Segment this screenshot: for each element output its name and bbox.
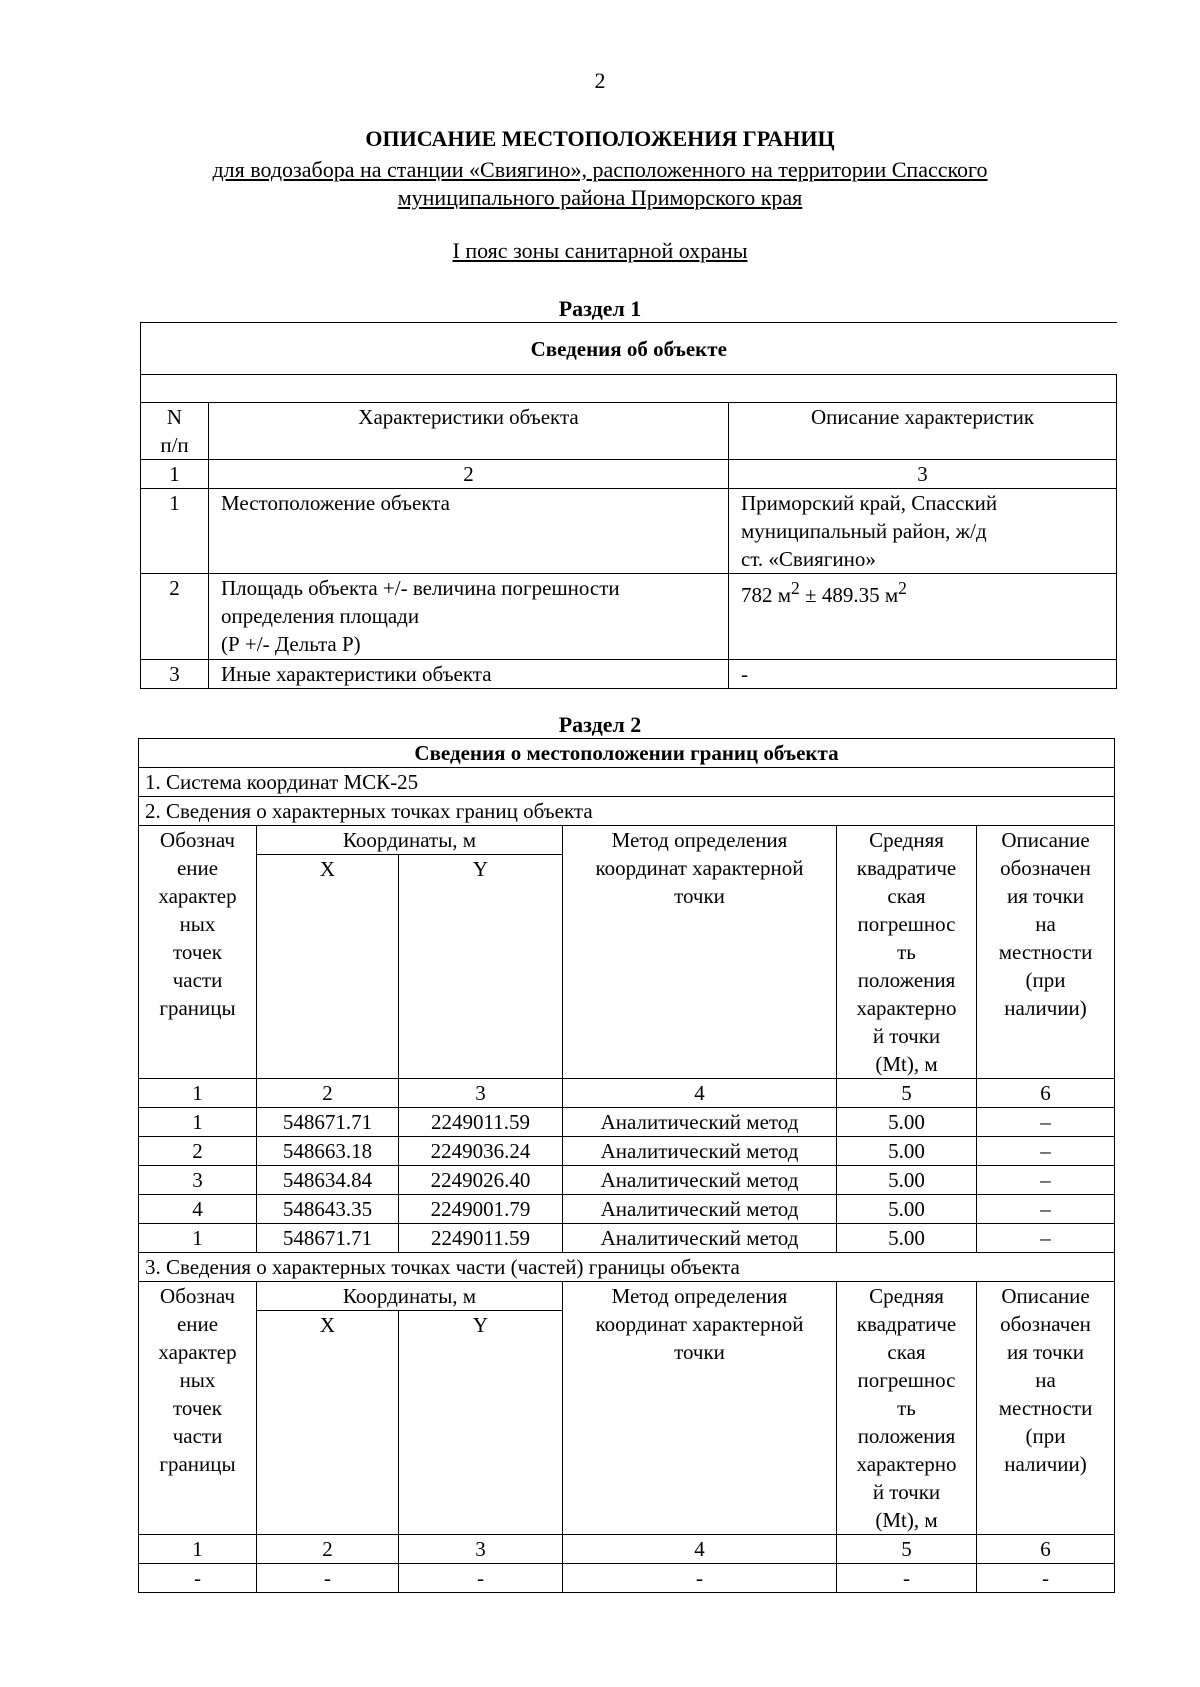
- point-description: –: [977, 1224, 1115, 1253]
- page-number: 2: [594, 68, 606, 93]
- point-x: 548663.18: [257, 1137, 399, 1166]
- header-point-description: [977, 1282, 1115, 1535]
- header-line: й точки: [872, 1024, 941, 1048]
- header-line: характерно: [856, 1452, 957, 1476]
- point-y: 2249011.59: [399, 1224, 563, 1253]
- point-x: 548671.71: [257, 1108, 399, 1137]
- part-cell: -: [977, 1564, 1115, 1593]
- header-line: Обознач: [160, 1284, 235, 1308]
- header-y: Y: [399, 855, 563, 1079]
- area-unit: м: [884, 583, 899, 607]
- point-method: Аналитический метод: [563, 1108, 837, 1137]
- point-mt: 5.00: [837, 1224, 977, 1253]
- row-value: [729, 660, 1117, 689]
- table-row: [139, 1224, 1115, 1253]
- table-row: [141, 574, 1117, 660]
- header-line: точки: [674, 884, 725, 908]
- header-line: точек: [173, 940, 222, 964]
- subtitle-line: для водозабора на станции «Свиягино», расположенного на территории Спасского: [212, 157, 988, 182]
- header-point-description: [977, 826, 1115, 1079]
- header-line: Обознач: [160, 828, 235, 852]
- header-line: й точки: [872, 1480, 941, 1504]
- section1-heading: Раздел 1: [558, 296, 642, 321]
- point-description: –: [977, 1137, 1115, 1166]
- row-value-line: Приморский край, Спасский: [741, 491, 998, 515]
- point-number: 3: [139, 1166, 257, 1195]
- part-cell: -: [257, 1564, 399, 1593]
- header-line: обозначен: [1000, 1312, 1091, 1336]
- col-number: 5: [837, 1535, 977, 1564]
- row-name-line: Иные характеристики объекта: [221, 662, 492, 686]
- col-number: 6: [977, 1535, 1115, 1564]
- header-description: Описание характеристик: [729, 403, 1117, 460]
- row-name-line: определения площади: [221, 604, 420, 628]
- row-number: 1: [141, 489, 209, 574]
- header-line: характерно: [856, 996, 957, 1020]
- row-value-line: муниципальный район, ж/д: [741, 519, 987, 543]
- point-mt: 5.00: [837, 1108, 977, 1137]
- points-title: 2. Сведения о характерных точках границ объекта: [139, 797, 1115, 826]
- header-line: Средняя: [869, 828, 944, 852]
- header-line: местности: [998, 1396, 1093, 1420]
- header-line: ение: [176, 1312, 219, 1336]
- point-y: 2249011.59: [399, 1108, 563, 1137]
- area-value: [729, 574, 1117, 660]
- header-num-line: п/п: [160, 433, 189, 457]
- area-unit-power: 2: [791, 578, 800, 598]
- header-method: [563, 1282, 837, 1535]
- document-subtitle: [150, 156, 1050, 212]
- header-y: Y: [399, 1311, 563, 1535]
- row-number: 3: [141, 660, 209, 689]
- col-number: 1: [139, 1079, 257, 1108]
- header-line: характер: [158, 884, 237, 908]
- header-characteristics: Характеристики объекта: [209, 403, 729, 460]
- table-row: [139, 1195, 1115, 1224]
- area-unit: м: [777, 583, 792, 607]
- point-number: 1: [139, 1224, 257, 1253]
- table-row: [141, 660, 1117, 689]
- header-line: квадратиче: [856, 856, 957, 880]
- header-line: Метод определения: [611, 828, 788, 852]
- point-method: Аналитический метод: [563, 1166, 837, 1195]
- col-number: 4: [563, 1079, 837, 1108]
- point-mt: 5.00: [837, 1195, 977, 1224]
- row-name: [209, 574, 729, 660]
- header-line: (Mt), м: [875, 1508, 938, 1532]
- header-line: погрешнос: [857, 1368, 956, 1392]
- header-error: [837, 1282, 977, 1535]
- subtitle-line: муниципального района Приморского края: [397, 185, 803, 210]
- part-cell: -: [563, 1564, 837, 1593]
- header-coordinates: Координаты, м: [257, 826, 563, 855]
- header-x: X: [257, 1311, 399, 1535]
- document-title: ОПИСАНИЕ МЕСТОПОЛОЖЕНИЯ ГРАНИЦ: [365, 126, 835, 151]
- header-line: координат характерной: [595, 1312, 804, 1336]
- header-designation: [139, 826, 257, 1079]
- section2-heading: Раздел 2: [558, 712, 642, 737]
- row-number: 2: [141, 574, 209, 660]
- header-line: квадратиче: [856, 1312, 957, 1336]
- area-number: 782: [741, 583, 773, 607]
- header-line: погрешнос: [857, 912, 956, 936]
- section1-caption: Сведения об объекте: [141, 323, 1117, 375]
- zone-title: I пояс зоны санитарной охраны: [452, 238, 748, 263]
- header-line: обозначен: [1000, 856, 1091, 880]
- header-coordinates: Координаты, м: [257, 1282, 563, 1311]
- point-method: Аналитический метод: [563, 1137, 837, 1166]
- point-method: Аналитический метод: [563, 1195, 837, 1224]
- point-mt: 5.00: [837, 1166, 977, 1195]
- header-line: (при: [1025, 968, 1066, 992]
- point-y: 2249001.79: [399, 1195, 563, 1224]
- table-row: [141, 489, 1117, 574]
- header-x: X: [257, 855, 399, 1079]
- col-number: 3: [399, 1079, 563, 1108]
- header-line: ных: [179, 1368, 216, 1392]
- header-num: [141, 403, 209, 460]
- header-line: Метод определения: [611, 1284, 788, 1308]
- area-error: ± 489.35: [799, 583, 885, 607]
- header-line: положения: [857, 968, 956, 992]
- point-description: –: [977, 1195, 1115, 1224]
- col-number: 3: [729, 460, 1117, 489]
- col-number: 2: [257, 1535, 399, 1564]
- header-line: Описание: [1001, 828, 1090, 852]
- header-line: точек: [173, 1396, 222, 1420]
- row-name-line: (Р +/- Дельта Р): [221, 632, 361, 656]
- col-number: 2: [257, 1079, 399, 1108]
- header-line: Описание: [1001, 1284, 1090, 1308]
- section2-table: [138, 738, 1115, 1593]
- header-line: ская: [887, 1340, 926, 1364]
- header-line: ть: [897, 940, 916, 964]
- row-value-line: ст. «Свиягино»: [741, 547, 876, 571]
- header-line: наличии): [1004, 996, 1087, 1020]
- header-line: (Mt), м: [875, 1052, 938, 1076]
- header-line: ных: [179, 912, 216, 936]
- header-line: ская: [887, 884, 926, 908]
- header-line: ть: [897, 1396, 916, 1420]
- table-row: [139, 1564, 1115, 1593]
- header-line: ия точки: [1007, 884, 1085, 908]
- part-cell: -: [837, 1564, 977, 1593]
- row-name-line: Площадь объекта +/- величина погрешности: [221, 576, 620, 600]
- header-line: границы: [159, 1452, 236, 1476]
- part-cell: -: [139, 1564, 257, 1593]
- header-num-line: N: [166, 405, 183, 429]
- row-value: [729, 489, 1117, 574]
- header-line: координат характерной: [595, 856, 804, 880]
- header-line: на: [1035, 1368, 1056, 1392]
- row-name: [209, 660, 729, 689]
- col-number: 1: [139, 1535, 257, 1564]
- header-line: положения: [857, 1424, 956, 1448]
- header-line: ия точки: [1007, 1340, 1085, 1364]
- section1-empty-row: [141, 375, 1117, 403]
- point-method: Аналитический метод: [563, 1224, 837, 1253]
- header-designation: [139, 1282, 257, 1535]
- part-cell: -: [399, 1564, 563, 1593]
- col-number: 3: [399, 1535, 563, 1564]
- point-y: 2249026.40: [399, 1166, 563, 1195]
- header-line: части: [172, 968, 223, 992]
- coordinate-system: 1. Система координат МСК-25: [139, 768, 1115, 797]
- point-number: 2: [139, 1137, 257, 1166]
- header-line: точки: [674, 1340, 725, 1364]
- header-line: Средняя: [869, 1284, 944, 1308]
- row-value-line: -: [741, 662, 748, 686]
- point-description: –: [977, 1166, 1115, 1195]
- point-x: 548671.71: [257, 1224, 399, 1253]
- header-line: границы: [159, 996, 236, 1020]
- header-line: ение: [176, 856, 219, 880]
- point-x: 548643.35: [257, 1195, 399, 1224]
- section1-table: [140, 322, 1117, 689]
- header-line: (при: [1025, 1424, 1066, 1448]
- table-row: [139, 1166, 1115, 1195]
- header-line: на: [1035, 912, 1056, 936]
- table-row: [139, 1137, 1115, 1166]
- header-line: части: [172, 1424, 223, 1448]
- point-number: 1: [139, 1108, 257, 1137]
- section2-caption: Сведения о местоположении границ объекта: [139, 739, 1115, 768]
- point-x: 548634.84: [257, 1166, 399, 1195]
- col-number: 5: [837, 1079, 977, 1108]
- header-line: местности: [998, 940, 1093, 964]
- col-number: 2: [209, 460, 729, 489]
- point-description: –: [977, 1108, 1115, 1137]
- col-number: 6: [977, 1079, 1115, 1108]
- header-method: [563, 826, 837, 1079]
- header-error: [837, 826, 977, 1079]
- header-line: наличии): [1004, 1452, 1087, 1476]
- col-number: 4: [563, 1535, 837, 1564]
- point-number: 4: [139, 1195, 257, 1224]
- point-mt: 5.00: [837, 1137, 977, 1166]
- point-y: 2249036.24: [399, 1137, 563, 1166]
- col-number: 1: [141, 460, 209, 489]
- table-row: [139, 1108, 1115, 1137]
- parts-title: 3. Сведения о характерных точках части (частей) границы объекта: [139, 1253, 1115, 1282]
- row-name: [209, 489, 729, 574]
- header-line: характер: [158, 1340, 237, 1364]
- row-name-line: Местоположение объекта: [221, 491, 451, 515]
- area-unit-power: 2: [898, 578, 907, 598]
